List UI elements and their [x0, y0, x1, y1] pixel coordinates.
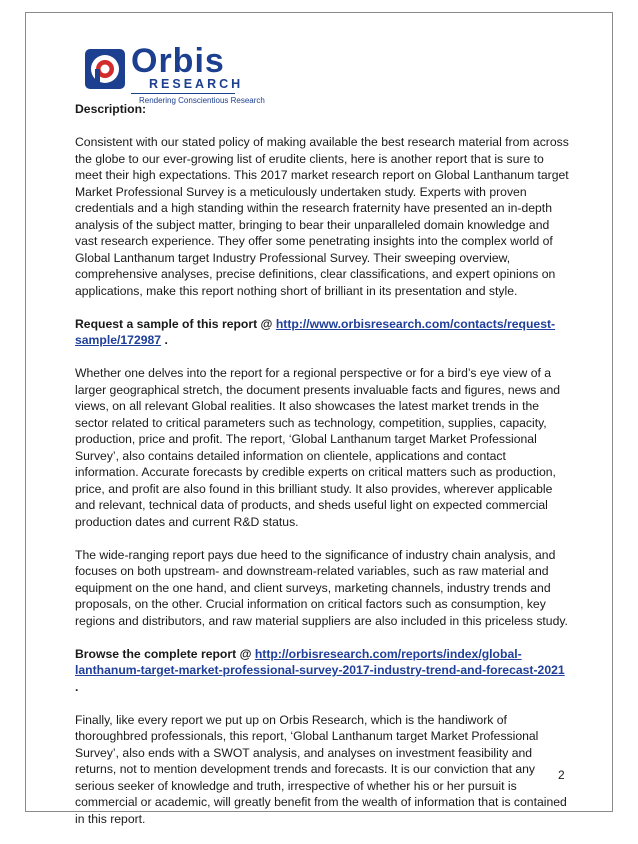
description-paragraph: Consistent with our stated policy of making available the best research material from across the globe to our ever-growing list of erudite clients, here is another report that is sure to meet their high expectations. This 2017 market research report on Global Lanthanum target Market Professional Survey is a meticulously undertaken study. Experts with proven credentials and a high standing within the research fraternity have presented an in-depth analysis of the subject matter, bringing to bear their unparalleled domain knowledge and vast research experience. They offer some penetrating insights into the complex world of Global Lanthanum target Industry Professional Survey. Their sweeping overview, comprehensive analyses, precise definitions, clear classifications, and expert opinions on applications, make this report nothing short of brilliant in its presentation and style.: [75, 135, 569, 298]
logo-tagline: Rendering Conscientious Research: [139, 96, 265, 105]
orbis-globe-icon: [83, 45, 129, 91]
sample-request-suffix: .: [161, 333, 168, 347]
page-number: 2: [558, 768, 565, 782]
document-body: [75, 101, 571, 844]
industry-chain-paragraph: The wide-ranging report pays due heed to the significance of industry chain analysis, and focuses on both upstream- and downstream-related variables, such as raw material and equipment on the one hand, and client surveys, marketing channels, industry trends and proposals, on the other. Crucial information on critical factors such as consumption, key regions and distributors, and raw material suppliers are also included in this priceless study.: [75, 547, 568, 628]
logo-wordmark: Orbis: [131, 42, 225, 80]
perspective-paragraph: Whether one delves into the report for a regional perspective or for a bird’s eye view of a larger geographical stretch, the document presents invaluable facts and figures, news and views, on all relevant Global realities. It also showcases the latest market trends in the sector related to critical parameters such as technology, competition, supplies, capacity, production, price and profit. The report, ‘Global Lanthanum target Market Professional Survey’, also contains detailed information on clientele, applications and contact information. Accurate forecasts by credible experts on critical matters such as production, price, and profit are also found in this brilliant study. It also provides, wherever applicable and relevant, technical data of products, and sheds useful light on expected commercial production dates and current R&D status.: [75, 366, 561, 529]
browse-report-suffix: .: [75, 679, 79, 694]
logo-divider: [131, 93, 235, 94]
browse-report-link[interactable]: http://orbisresearch.com/reports/index/global-lanthanum-target-market-professional-survey-2017-industry-trend-and-forecast-2021: [75, 646, 565, 677]
browse-report-line: [75, 646, 571, 696]
document-page: [25, 12, 613, 826]
browse-report-label: Browse the complete report @: [75, 646, 255, 661]
description-heading: Description:: [75, 102, 147, 116]
sample-request-label: Request a sample of this report @: [75, 316, 276, 331]
logo-research-text: RESEARCH: [149, 77, 244, 91]
orbis-research-logo: [83, 41, 265, 107]
sample-request-line: [75, 316, 571, 349]
conclusion-paragraph: Finally, like every report we put up on Orbis Research, which is the handiwork of thoroughbred professionals, this report, ‘Global Lanthanum target Market Professional Survey’, also ends with a SWOT analysis, and analyses on investment feasibility and returns, not to mention development trends and forecasts. It is our conviction that any serious seeker of knowledge and truth, irrespective of whether his or her pursuit is commercial or academic, will greatly benefit from the wealth of information that is contained in this report.: [75, 712, 567, 826]
sample-request-link[interactable]: http://www.orbisresearch.com/contacts/request-sample/172987: [75, 316, 556, 347]
